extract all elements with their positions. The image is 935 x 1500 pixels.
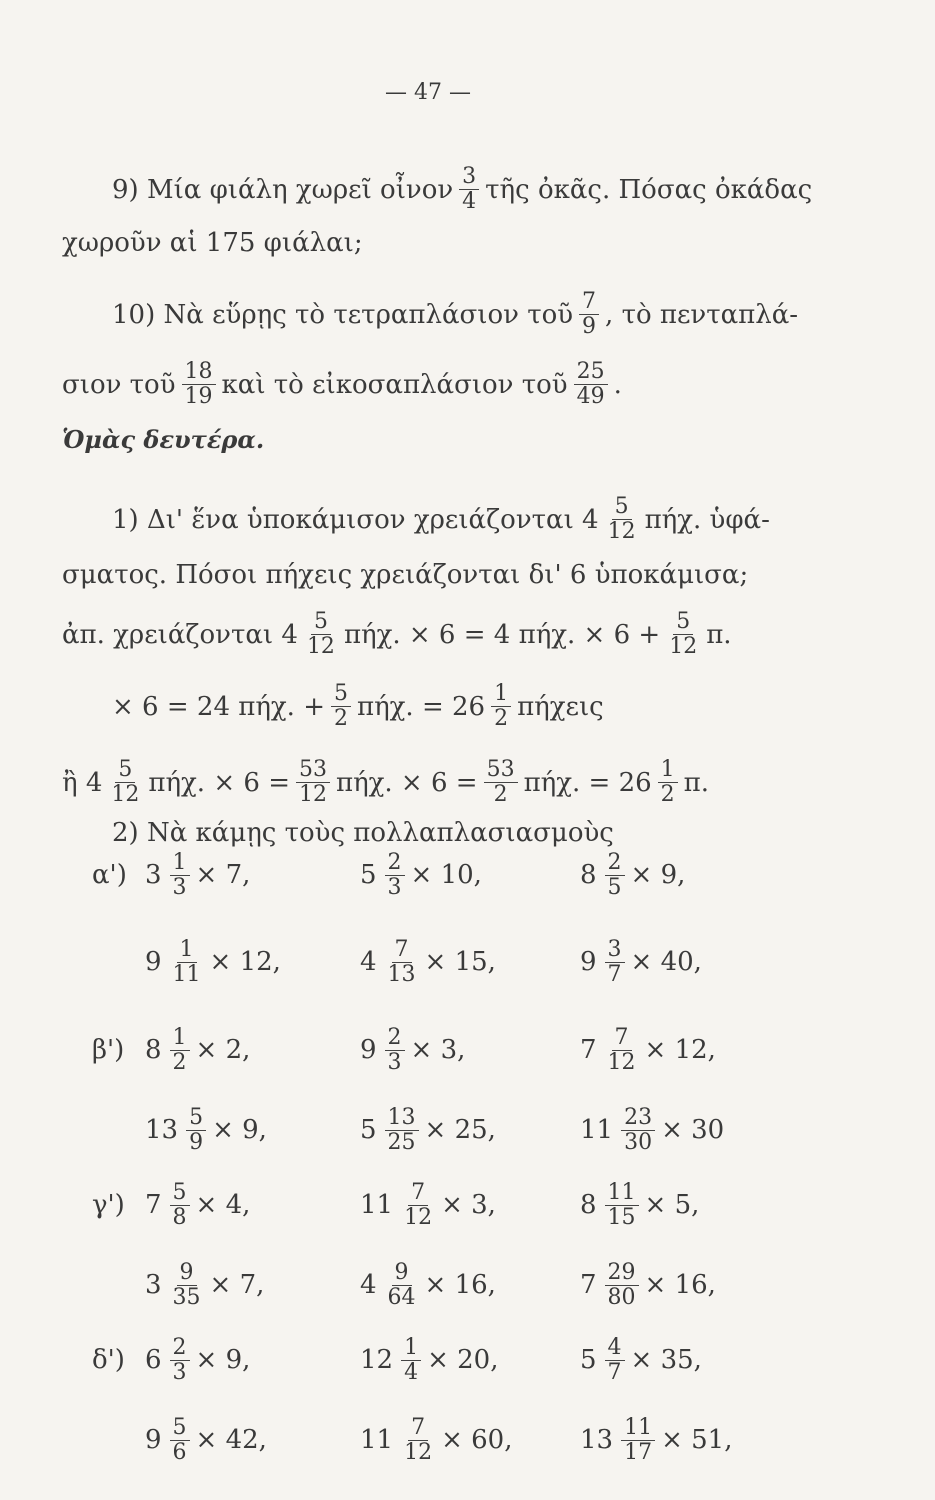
fraction: $\frac{29}{80}$ [605, 1261, 639, 1310]
page-number [385, 78, 471, 108]
answer-text: ἀπ. χρειάζονται 4 [62, 619, 298, 650]
fraction: $\frac{7}{13}$ [387, 936, 416, 987]
multiplier: × 35, [630, 1345, 702, 1375]
answer-text: πήχ. × 6 = [335, 767, 478, 798]
whole-part: 6 [145, 1345, 162, 1375]
exercise-1-text-b: πήχ. ὑφά- [644, 504, 770, 535]
fraction: $\frac{2}{3}$ [385, 1026, 405, 1075]
fraction: $\frac{23}{30}$ [621, 1106, 655, 1155]
multiplier: × 4, [195, 1190, 251, 1220]
gamma-label: γ') [92, 1190, 125, 1220]
problem-10-text-b: , τὸ πενταπλά- [605, 299, 799, 330]
whole-part: 8 [145, 1035, 162, 1065]
fraction: $\frac{7}{12}$ [404, 1414, 433, 1465]
multiplication-item [580, 1026, 716, 1075]
fraction: $\frac{1}{3}$ [170, 851, 190, 900]
answer-text: πήχ. × 6 = 4 πήχ. × 6 + [343, 619, 661, 650]
multiplier: × 7, [209, 1270, 265, 1300]
fraction: $\frac{9}{64}$ [387, 1259, 416, 1310]
fraction: $\frac{5}{12}$ [669, 609, 698, 659]
whole-part: 3 [145, 1270, 162, 1300]
whole-part: 7 [145, 1190, 162, 1220]
multiplication-item [145, 851, 250, 900]
fraction: $\frac{7}{12}$ [607, 1024, 636, 1075]
multiplication-item [145, 938, 281, 987]
fraction: $\frac{2}{3}$ [385, 851, 405, 900]
multiplication-item [360, 1181, 496, 1230]
fraction: $\frac{11}{17}$ [621, 1416, 655, 1465]
answer-text: ἢ 4 [62, 767, 103, 798]
alpha-label: α') [92, 860, 127, 890]
page-number-text: — 47 — [385, 80, 471, 105]
whole-part: 7 [580, 1270, 597, 1300]
answer-text: πήχ. × 6 = [148, 767, 290, 798]
multiplication-item [145, 1416, 267, 1465]
multiplier: × 40, [630, 947, 702, 977]
multiplier: × 60, [441, 1425, 513, 1455]
problem-10-line-1 [112, 290, 798, 339]
problem-9-text-b: τῆς ὀκᾶς. Πόσας ὀκάδας [485, 174, 813, 205]
fraction: $\frac{1}{11}$ [172, 936, 201, 987]
problem-9-line-2 [62, 228, 363, 258]
problem-10-text-a: 10) Νὰ εὕρῃς τὸ τετραπλάσιον τοῦ [112, 299, 574, 330]
multiplication-item [360, 1336, 499, 1385]
exercise-1-text-c: σματος. Πόσοι πήχεις χρειάζονται δι' 6 ὑποκάμισα; [62, 560, 749, 590]
whole-part: 7 [580, 1035, 597, 1065]
multiplier: × 16, [644, 1270, 716, 1300]
problem-9-line-1 [112, 165, 812, 214]
problem-9-text-a: 9) Μία φιάλη χωρεῖ οἶνον [112, 174, 454, 205]
problem-10-line-2 [62, 360, 622, 409]
fraction: 5 12 [111, 757, 140, 807]
section-heading [62, 425, 264, 455]
problem-10-text-f: . [613, 369, 622, 400]
multiplication-item [360, 1416, 513, 1465]
multiplier: × 12, [209, 947, 281, 977]
fraction: $\frac{3}{7}$ [605, 938, 625, 987]
problem-10-text-c: σιον τοῦ [62, 369, 176, 400]
fraction: 7 9 [579, 290, 599, 339]
fraction: $\frac{5}{6}$ [170, 1416, 190, 1465]
answer-text: π. [706, 619, 732, 650]
answer-text: πήχ. = 26 [357, 691, 486, 722]
whole-part: 8 [580, 860, 597, 890]
fraction: 3 4 [459, 165, 479, 214]
whole-part: 11 [580, 1115, 614, 1145]
multiplication-item [360, 1261, 496, 1310]
fraction: $\frac{5}{9}$ [186, 1106, 206, 1155]
fraction: $\frac{11}{15}$ [605, 1181, 639, 1230]
multiplication-item [145, 1026, 250, 1075]
exercise-2-title-text: 2) Νὰ κάμῃς τοὺς πολλαπλασιασμοὺς [112, 818, 614, 848]
multiplier: × 16, [424, 1270, 496, 1300]
whole-part: 8 [580, 1190, 597, 1220]
whole-part: 5 [580, 1345, 597, 1375]
multiplier: × 7, [195, 860, 251, 890]
multiplier: × 25, [424, 1115, 496, 1145]
multiplication-item [360, 1106, 496, 1155]
whole-part: 9 [145, 1425, 162, 1455]
multiplication-item [145, 1106, 267, 1155]
multiplier: × 51, [661, 1425, 733, 1455]
delta-label: δ') [92, 1345, 125, 1375]
multiplication-item [145, 1336, 250, 1385]
whole-part: 11 [360, 1190, 394, 1220]
fraction: $\frac{53}{2}$ [484, 758, 518, 807]
multiplication-item [145, 1181, 250, 1230]
multiplier: × 3, [441, 1190, 496, 1220]
whole-part: 3 [145, 860, 162, 890]
multiplier: × 20, [427, 1345, 499, 1375]
multiplier: × 5, [644, 1190, 700, 1220]
exercise-1-answer-line-3 [62, 758, 709, 807]
fraction: $\frac{9}{35}$ [172, 1259, 201, 1310]
multiplication-item [580, 1181, 699, 1230]
whole-part: 5 [360, 1115, 377, 1145]
fraction: $\frac{53}{12}$ [296, 758, 330, 807]
whole-part: 9 [145, 947, 162, 977]
answer-text: × 6 = 24 πήχ. + [112, 691, 325, 722]
whole-part: 4 [360, 947, 377, 977]
multiplier: × 42, [195, 1425, 267, 1455]
exercise-2-title [112, 818, 614, 848]
multiplier: × 10, [410, 860, 482, 890]
whole-part: 11 [360, 1425, 394, 1455]
answer-text: πήχ. = 26 [523, 767, 652, 798]
problem-10-text-e: καὶ τὸ εἰκοσαπλάσιον τοῦ [221, 369, 568, 400]
fraction: $\frac{5}{2}$ [331, 682, 351, 731]
whole-part: 5 [360, 860, 377, 890]
answer-text: π. [683, 767, 710, 798]
multiplication-item [580, 1416, 733, 1465]
beta-label: β') [92, 1035, 125, 1065]
multiplier: × 2, [195, 1035, 251, 1065]
fraction: $\frac{1}{4}$ [401, 1336, 421, 1385]
fraction: $\frac{13}{25}$ [385, 1106, 419, 1155]
whole-part: 13 [580, 1425, 614, 1455]
fraction: $\frac{1}{2}$ [170, 1026, 190, 1075]
fraction: 5 12 [306, 609, 335, 659]
whole-part: 12 [360, 1345, 394, 1375]
multiplication-item [360, 938, 496, 987]
multiplier: × 9, [195, 1345, 251, 1375]
problem-9-text-c: χωροῦν αἱ 175 φιάλαι; [62, 228, 363, 258]
whole-part: 4 [360, 1270, 377, 1300]
fraction: 25 49 [574, 360, 608, 409]
multiplication-item [580, 1106, 724, 1155]
exercise-1-answer-line-2 [112, 682, 604, 731]
multiplier: × 12, [644, 1035, 716, 1065]
multiplication-item [360, 1026, 465, 1075]
exercise-1-text-a: 1) Δι' ἕνα ὑποκάμισον χρειάζονται 4 [112, 504, 599, 535]
multiplication-item [580, 1261, 716, 1310]
fraction: $\frac{2}{3}$ [170, 1336, 190, 1385]
multiplier: × 9, [212, 1115, 267, 1145]
exercise-1-line-1 [112, 495, 770, 544]
answer-text: πήχεις [517, 691, 604, 722]
fraction: $\frac{2}{5}$ [605, 851, 625, 900]
exercise-1-line-2 [62, 560, 748, 590]
exercise-1-answer-line-1 [62, 610, 732, 659]
section-heading-text: Ὁμὰς δευτέρα. [62, 425, 265, 454]
multiplication-item [360, 851, 482, 900]
multiplication-item [580, 851, 685, 900]
multiplication-item [580, 938, 702, 987]
fraction: $\frac{4}{7}$ [605, 1336, 625, 1385]
whole-part: 9 [360, 1035, 377, 1065]
fraction: 5 12 [607, 494, 636, 544]
multiplier: × 3, [410, 1035, 466, 1065]
whole-part: 13 [145, 1115, 179, 1145]
fraction: 18 19 [182, 360, 216, 409]
fraction: $\frac{7}{12}$ [404, 1179, 433, 1230]
fraction: 1 2 [658, 758, 678, 807]
whole-part: 9 [580, 947, 597, 977]
multiplier: × 30 [661, 1115, 725, 1145]
multiplier: × 15, [424, 947, 496, 977]
fraction: 1 2 [491, 682, 511, 731]
multiplication-item [580, 1336, 702, 1385]
fraction: $\frac{5}{8}$ [170, 1181, 190, 1230]
multiplier: × 9, [630, 860, 686, 890]
multiplication-item [145, 1261, 264, 1310]
